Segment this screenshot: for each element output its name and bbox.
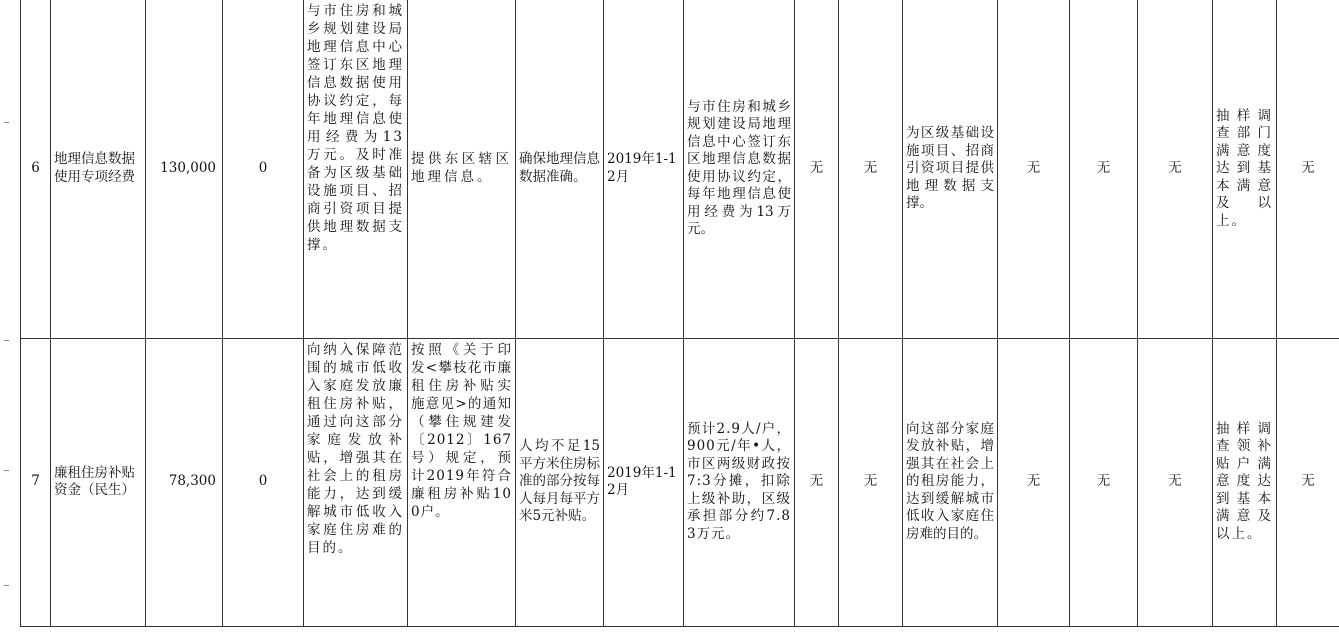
project-name: 地理信息数据使用专项经费 xyxy=(51,0,146,338)
implementation-period: 2019年1-12月 xyxy=(604,338,684,626)
budget-amount: 78,300 xyxy=(146,338,223,626)
cell-none: 无 xyxy=(1138,338,1213,626)
project-basis: 向纳入保障范围的城市低收入家庭发放廉租住房补贴，通过向这部分家庭发放补贴，增强其在社会上的租房能力，达到缓解城市低收入家庭住房难的目的。 xyxy=(304,338,408,626)
cell-none: 无 xyxy=(1070,0,1138,338)
margin-mark xyxy=(4,122,9,123)
budget-amount: 130,000 xyxy=(146,0,223,338)
cell-none: 无 xyxy=(1070,338,1138,626)
satisfaction-indicator: 抽样调查领补贴户满意度达到基本满意及以上。 xyxy=(1213,338,1277,626)
other-funds: 0 xyxy=(223,338,304,626)
satisfaction-indicator: 抽样调查部门满意度达到基本满意及以上。 xyxy=(1213,0,1277,338)
table-row xyxy=(21,0,1339,338)
project-budget-table xyxy=(20,0,1339,627)
cell-none: 无 xyxy=(839,338,903,626)
cell-none: 无 xyxy=(1138,0,1213,338)
cell-none: 无 xyxy=(998,0,1070,338)
effect-indicator: 为区级基础设施项目、招商引资项目提供地理数据支撑。 xyxy=(903,0,998,338)
cell-none: 无 xyxy=(839,0,903,338)
margin-mark xyxy=(4,340,9,341)
row-number: 6 xyxy=(21,0,51,338)
project-basis: 与市住房和城乡规划建设局地理信息中心签订东区地理信息数据使用协议约定，每年地理信息使用经费为13万元。及时准备为区级基础设施项目、招商引资项目提供地理数据支撑。 xyxy=(304,0,408,338)
cell-none: 无 xyxy=(795,0,839,338)
performance-goal: 确保地理信息数据准确。 xyxy=(516,0,604,338)
output-indicator: 预计2.9人/户，900元/年•人，市区两级财政按7:3分摊，扣除上级补助，区级承担部分约7.83万元。 xyxy=(684,338,795,626)
cell-none: 无 xyxy=(795,338,839,626)
project-name: 廉租住房补贴资金（民生） xyxy=(51,338,146,626)
other-funds: 0 xyxy=(223,0,304,338)
implementation-period: 2019年1-12月 xyxy=(604,0,684,338)
cell-none: 无 xyxy=(998,338,1070,626)
table-row xyxy=(21,338,1339,626)
project-content: 按照《关于印发<攀枝花市廉租住房补贴实施意见>的通知（攀住规建发〔2012〕167号）规定，预计2019年符合廉租房补贴100户。 xyxy=(408,338,516,626)
margin-mark xyxy=(4,585,9,586)
margin-mark xyxy=(4,470,9,471)
cell-none: 无 xyxy=(1277,0,1339,338)
output-indicator: 与市住房和城乡规划建设局地理信息中心签订东区地理信息数据使用协议约定，每年地理信息使用经费为13万元。 xyxy=(684,0,795,338)
project-content: 提供东区辖区地理信息。 xyxy=(408,0,516,338)
cell-none: 无 xyxy=(1277,338,1339,626)
effect-indicator: 向这部分家庭发放补贴，增强其在社会上的租房能力，达到缓解城市低收入家庭住房难的目的。 xyxy=(903,338,998,626)
row-number: 7 xyxy=(21,338,51,626)
performance-goal: 人均不足15平方米住房标准的部分按每人每月每平方米5元补贴。 xyxy=(516,338,604,626)
